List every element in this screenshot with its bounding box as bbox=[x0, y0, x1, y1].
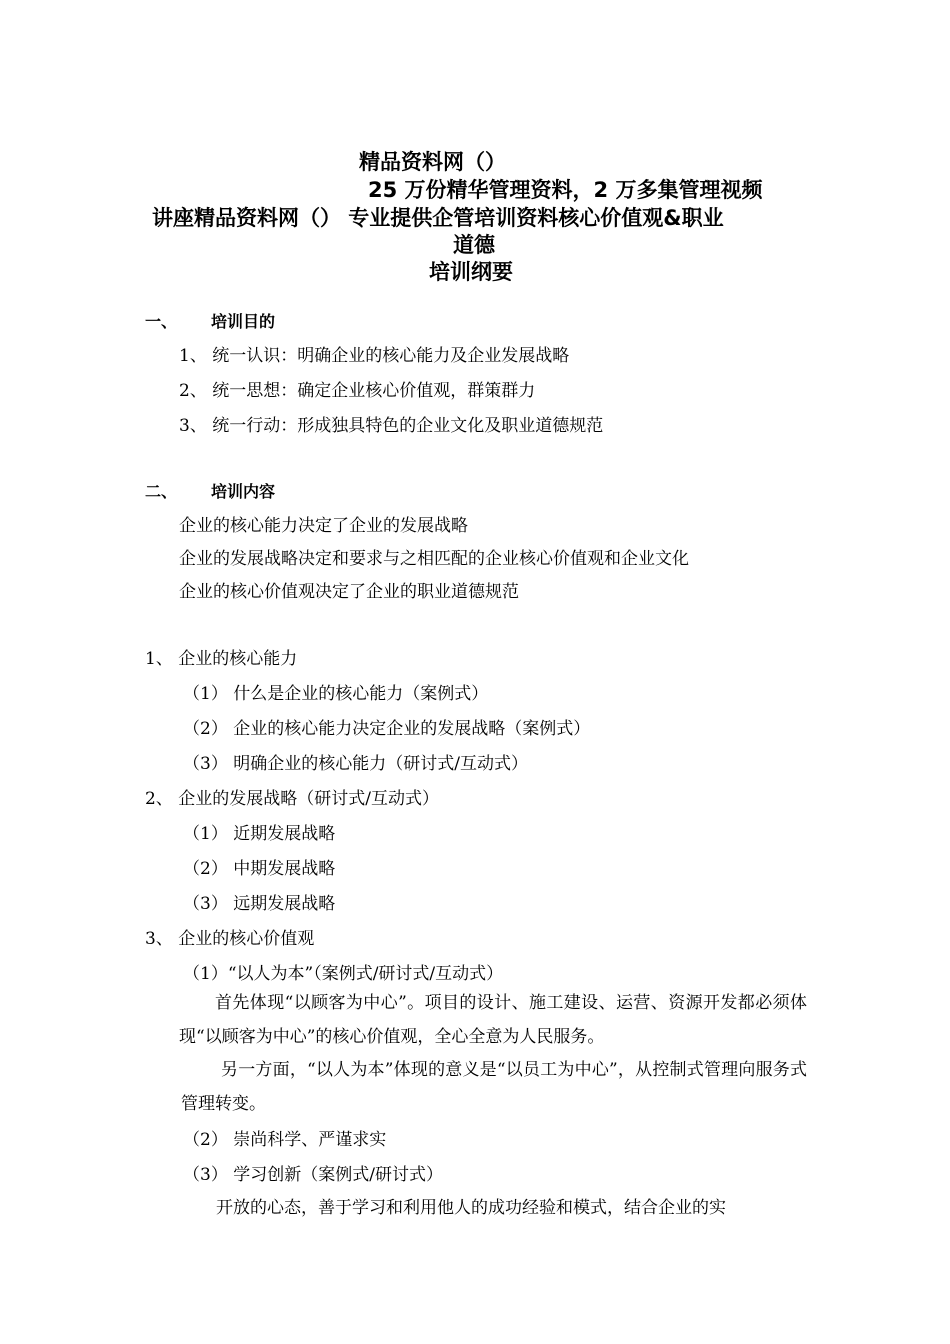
content-item: （2） 企业的核心能力决定企业的发展战略（案例式） bbox=[183, 719, 591, 739]
section-2-intro-line: 企业的核心价值观决定了企业的职业道德规范 bbox=[179, 582, 519, 602]
paragraph-customer-centric: 首先体现“以顾客为中心”。项目的设计、施工建设、运营、资源开发都必须体现“以顾客为中心”的核心价值观，全心全意为人民服务。 bbox=[179, 993, 807, 1047]
content-heading-3: 3、 企业的核心价值观 bbox=[145, 929, 315, 949]
header-line-3: 讲座精品资料网（） 专业提供企管培训资料核心价值观&职业 bbox=[152, 206, 724, 230]
section-2-intro-line: 企业的核心能力决定了企业的发展战略 bbox=[179, 516, 468, 536]
section-1-item: 1、 统一认识：明确企业的核心能力及企业发展战略 bbox=[179, 346, 570, 366]
content-heading-2: 2、 企业的发展战略（研讨式/互动式） bbox=[145, 789, 439, 809]
content-item: （1） 什么是企业的核心能力（案例式） bbox=[183, 684, 489, 704]
section-1-title: 培训目的 bbox=[211, 312, 276, 331]
section-2-number: 二、 bbox=[145, 482, 178, 501]
content-item: （1）“以人为本”（案例式/研讨式/互动式） bbox=[183, 964, 504, 984]
header-line-1: 精品资料网（） bbox=[359, 150, 506, 174]
header-line-2: 25 万份精华管理资料，2 万多集管理视频 bbox=[368, 178, 763, 202]
section-1-item: 3、 统一行动：形成独具特色的企业文化及职业道德规范 bbox=[179, 416, 604, 436]
content-item: （3） 远期发展战略 bbox=[183, 894, 336, 914]
content-item: （2） 中期发展战略 bbox=[183, 859, 336, 879]
section-1-item: 2、 统一思想：确定企业核心价值观，群策群力 bbox=[179, 381, 536, 401]
content-heading-1: 1、 企业的核心能力 bbox=[145, 649, 298, 669]
content-item: （3） 明确企业的核心能力（研讨式/互动式） bbox=[183, 754, 528, 774]
section-2-title: 培训内容 bbox=[211, 482, 276, 501]
section-2-intro-line: 企业的发展战略决定和要求与之相匹配的企业核心价值观和企业文化 bbox=[179, 549, 689, 569]
header-line-4: 道德 bbox=[453, 233, 495, 257]
section-1-number: 一、 bbox=[145, 312, 178, 331]
content-item: （1） 近期发展战略 bbox=[183, 824, 336, 844]
paragraph-open-mindset: 开放的心态，善于学习和利用他人的成功经验和模式，结合企业的实 bbox=[216, 1198, 726, 1218]
content-item: （2） 崇尚科学、严谨求实 bbox=[183, 1130, 387, 1150]
document-title: 培训纲要 bbox=[429, 260, 513, 284]
paragraph-employee-centric: 另一方面，“以人为本”体现的意义是“以员工为中心”，从控制式管理向服务式管理转变。 bbox=[181, 1060, 807, 1114]
content-item: （3） 学习创新（案例式/研讨式） bbox=[183, 1165, 443, 1185]
